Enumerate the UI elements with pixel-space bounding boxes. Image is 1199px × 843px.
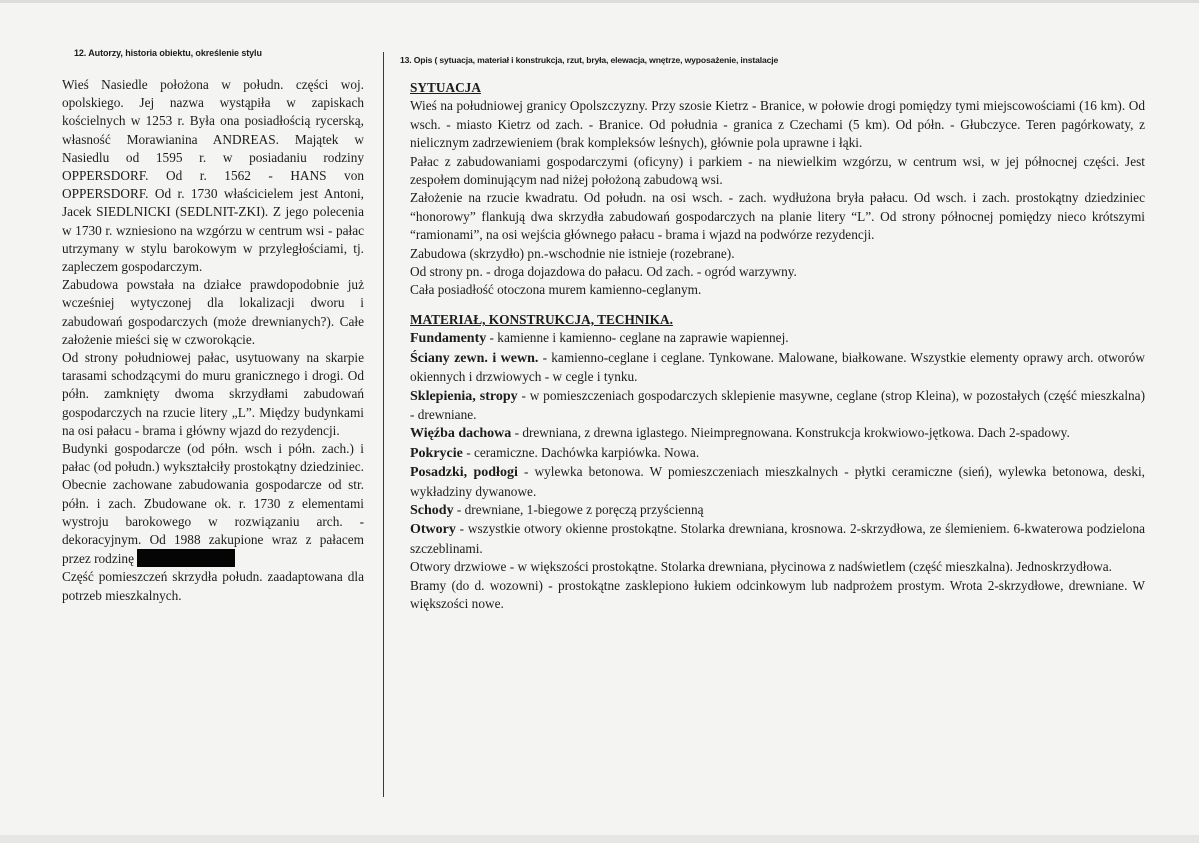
sytuacja-paragraph: Cała posiadłość otoczona murem kamienno-ceglanym.	[410, 282, 702, 298]
redaction-block	[137, 549, 235, 567]
history-paragraph: Wieś Nasiedle położona w połudn. części woj. opolskiego. Jej nazwa wystąpiła w zapiskach kościelnych w 1253 r. Była ona posiadłością rycerską, własność Morawianina ANDREAS. Majątek w Nasiedlu od 1595 r. w posiadaniu rodziny OPPERSDORF. Od r. 1562 - HANS von OPPERSDORF. Od r. 1730 właścicielem jest Antoni, Jacek SIEDLNICKI (SEDLNIT-ZKI). Z jego polecenia w 1730 r. wzniesiono na wzgórzu w centrum wsi - pałac utrzymany w stylu barokowym w przyległościami, tj. zapleczem gospodarczym.	[62, 77, 364, 275]
scan-edge-top	[0, 0, 1199, 3]
material-item-text: - kamienno-ceglane i ceglane. Tynkowane. Malowane, białkowane. Wszystkie elementy oprawy arch. otworów okiennych i drzwiowych - w cegle i tynku.	[410, 349, 1145, 385]
description-text	[410, 79, 1145, 613]
material-item	[410, 463, 1145, 501]
scan-edge-bottom	[0, 835, 1199, 843]
material-item-text: - ceramiczne. Dachówka karpiówka. Nowa.	[462, 444, 700, 460]
column-divider	[383, 52, 384, 797]
material-item-text: - wylewka betonowa. W pomieszczeniach mieszkalnych - płytki ceramiczne (sień), wylewka betonowa, deski, wykładziny dywanowe.	[410, 464, 1146, 499]
sytuacja-paragraph: Pałac z zabudowaniami gospodarczymi (oficyny) i parkiem - na niewielkim wzgórzu, w centrum wsi, w jej północnej części. Jest zespołem dominującym nad niżej położoną zabudową wsi.	[410, 153, 1145, 188]
material-item	[410, 349, 1145, 387]
history-paragraph: Zabudowa powstała na działce prawdopodobnie już wcześniej wytyczonej dla lokalizacji dworu i zabudowań gospodarczych (może drewnianych?). Całe założenie mieści się w czworokącie.	[62, 277, 364, 347]
material-item	[410, 501, 1145, 520]
material-item	[410, 520, 1145, 558]
sytuacja-paragraph: Założenie na rzucie kwadratu. Od połudn. na osi wsch. - zach. wydłużona bryła pałacu. Od wsch. i zach. prostokątny dziedziniec “honorowy” flankują dwa skrzydła zabudowań gospodarczych na planie litery “L”. Od strony północnej pomiędzy nieco krótszymi “ramionami”, na osi wejścia głównego pałacu - brama i wjazd na podwórze rezydencji.	[410, 190, 1145, 243]
material-paragraph: Otwory drzwiowe - w większości prostokątne. Stolarka drewniana, płycinowa z nadświetlem (część mieszkalna). Jednoskrzydłowa.	[410, 559, 1112, 575]
material-item-label: Więźba dachowa	[410, 426, 512, 442]
material-item-text: - drewniane, 1-biegowe z poręczą przyścienną	[453, 501, 704, 517]
material-item-label: Pokrycie	[410, 445, 463, 461]
material-item-label: Otwory	[410, 522, 456, 538]
material-paragraph: Bramy (do d. wozowni) - prostokątne zasklepiono łukiem odcinkowym lub nadprożem prostym. Wrota 2-skrzydłowe, drewniane. W większości nowe.	[410, 577, 1145, 611]
right-section-header: 13. Opis ( sytuacja, materiał i konstrukcja, rzut, bryła, elewacja, wnętrze, wyposażenie, instalacje	[400, 55, 779, 65]
material-item	[410, 329, 1145, 348]
left-column	[62, 48, 364, 605]
history-paragraph-text: Budynki gospodarcze (od półn. wsch i półn. zach.) i pałac (od połudn.) wykształciły prostokątny dziedziniec. Obecnie zachowane zabudowania gospodarcze od str. półn. i zach. Zbudowane ok. r. 1730 z elementami wystroju barokowego w rozwiązaniu arch. - dekoracyjnym. Od 1988 zakupione wraz z pałacem przez rodzinę	[62, 441, 364, 567]
material-title: MATERIAŁ, KONSTRUKCJA, TECHNIKA.	[410, 311, 673, 327]
right-column	[400, 55, 1146, 613]
history-text	[62, 76, 364, 605]
sytuacja-paragraph: Od strony pn. - droga dojazdowa do pałacu. Od zach. - ogród warzywny.	[410, 264, 797, 280]
history-paragraph: Od strony południowej pałac, usytuowany na skarpie tarasami schodzącymi do muru granicznego i drogi. Od półn. zamknięty dwoma skrzydłami zabudowań gospodarczych na rzucie litery „L”. Między budynkami na osi pałacu - brama i główny wjazd do rezydencji.	[62, 350, 364, 438]
sytuacja-paragraph: Zabudowa (skrzydło) pn.-wschodnie nie istnieje (rozebrane).	[410, 245, 735, 261]
material-item-label: Fundamenty	[410, 331, 487, 347]
sytuacja-title: SYTUACJA	[410, 80, 481, 95]
material-item-text: - w pomieszczeniach gospodarczych sklepienie masywne, ceglane (strop Kleina), w pozostałych (część mieszkalna) - drewniane.	[410, 387, 1145, 422]
material-item-label: Posadzki, podłogi	[410, 465, 518, 481]
material-item	[410, 387, 1145, 425]
material-item-text: - drewniana, z drewna iglastego. Nieimpregnowana. Konstrukcja krokwiowo-jętkowa. Dach 2-spadowy.	[511, 425, 1070, 441]
material-item-text: - kamienne i kamienno- ceglane na zaprawie wapiennej.	[486, 330, 789, 346]
material-item	[410, 424, 1145, 443]
material-item-label: Ściany zewn. i wewn.	[410, 350, 539, 366]
history-paragraph	[62, 440, 364, 568]
material-item-label: Sklepienia, stropy	[410, 388, 518, 404]
section-gap	[410, 300, 1145, 311]
material-item-text: - wszystkie otwory okienne prostokątne. Stolarka drewniana, krosnowa. 2-skrzydłowa, ze ślemieniem. 6-kwaterowa podzielona szczeblinami.	[410, 521, 1145, 556]
material-item	[410, 444, 1145, 463]
left-section-header: 12. Autorzy, historia obiektu, określenie stylu	[74, 48, 262, 58]
history-paragraph: Część pomieszczeń skrzydła połudn. zaadaptowana dla potrzeb mieszkalnych.	[62, 569, 364, 603]
material-item-label: Schody	[410, 502, 454, 518]
sytuacja-paragraph: Wieś na południowej granicy Opolszczyzny. Przy szosie Kietrz - Branice, w połowie drogi pomiędzy tymi miejscowościami (16 km). Od wsch. - miasto Kietrz od zach. - Branice. Od południa - granica z Czechami (5 km). Od półn. - Głubczyce. Teren pagórkowaty, z nielicznym zadrzewieniem (brak kompleksów leśnych), głównie pola uprawne i łąki.	[410, 98, 1145, 151]
